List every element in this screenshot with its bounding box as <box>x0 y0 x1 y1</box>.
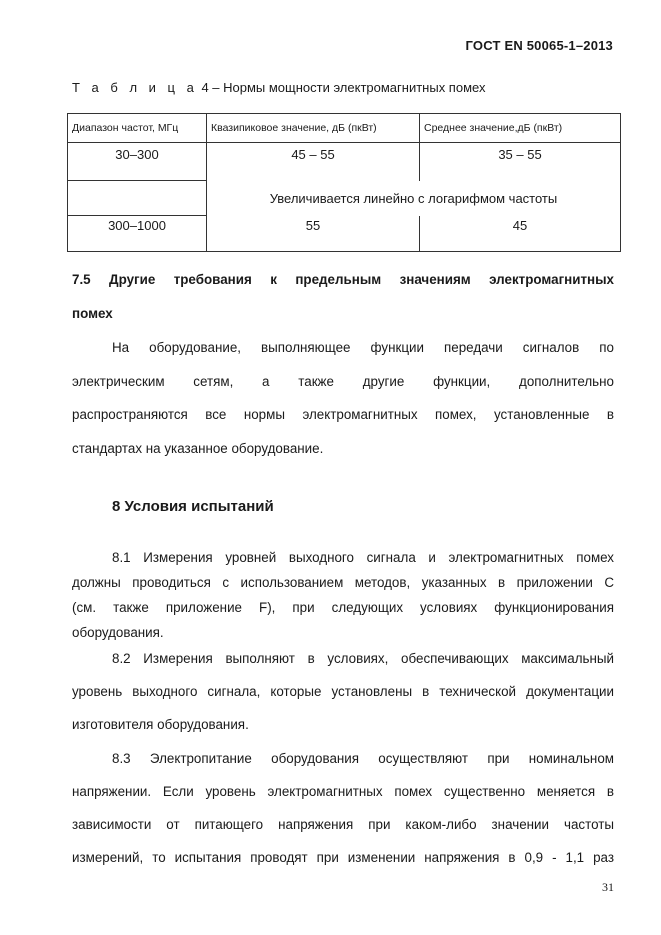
table-header-row <box>68 114 621 143</box>
table-row <box>68 181 621 216</box>
document-code: ГОСТ EN 50065-1–2013 <box>465 38 613 53</box>
table-caption-text: 4 – Нормы мощности электромагнитных помех <box>201 80 486 95</box>
paragraph-line: изготовителя оборудования. <box>72 717 249 732</box>
column-header-average: Среднее значение,дБ (пкВт) <box>420 114 621 143</box>
page-number: 31 <box>602 880 614 894</box>
table-row <box>68 143 621 181</box>
paragraph-line: электрическим сетям, а также другие функции, дополнительно <box>72 374 614 389</box>
section-8-heading: 8 Условия испытаний <box>112 498 274 515</box>
paragraph-line: измерений, то испытания проводят при изменении напряжения в 0,9 - 1,1 раз <box>72 850 614 865</box>
table-caption-prefix: Т а б л и ц а <box>72 80 198 95</box>
table-caption <box>72 80 485 95</box>
column-header-frequency: Диапазон частот, МГц <box>68 114 207 143</box>
title-line: помех <box>72 306 113 321</box>
paragraph-line: 8.2 Измерения выполняют в условиях, обеспечивающих максимальный <box>112 651 614 666</box>
paragraph-line: На оборудование, выполняющее функции передачи сигналов по <box>112 340 614 355</box>
cell-frequency-range: 30–300 <box>68 143 207 181</box>
cell-average: 45 <box>420 216 621 252</box>
cell-frequency-empty <box>68 181 207 216</box>
emission-norms-table <box>67 113 621 252</box>
cell-quasi-peak: 55 <box>207 216 420 252</box>
paragraph-line: оборудования. <box>72 625 164 640</box>
paragraph-line: зависимости от питающего напряжения при каком-либо значении частоты <box>72 817 614 832</box>
cell-merged-note: Увеличивается линейно с логарифмом частоты <box>207 181 621 216</box>
paragraph-line: стандартах на указанное оборудование. <box>72 441 324 456</box>
paragraph-line: распространяются все нормы электромагнитных помех, установленные в <box>72 407 614 422</box>
cell-quasi-peak: 45 – 55 <box>207 143 420 181</box>
cell-average: 35 – 55 <box>420 143 621 181</box>
paragraph-line: 8.1 Измерения уровней выходного сигнала и электромагнитных помех <box>112 550 614 565</box>
paragraph-line: (см. также приложение F), при следующих условиях функционирования <box>72 600 614 615</box>
column-header-quasi-peak: Квазипиковое значение, дБ (пкВт) <box>207 114 420 143</box>
table-row <box>68 216 621 252</box>
paragraph-line: должны проводиться с использованием методов, указанных в приложении C <box>72 575 614 590</box>
paragraph-line: уровень выходного сигнала, которые установлены в технической документации <box>72 684 614 699</box>
paragraph-line: напряжении. Если уровень электромагнитных помех существенно меняется в <box>72 784 614 799</box>
cell-frequency-range: 300–1000 <box>68 216 207 252</box>
paragraph-line: 8.3 Электропитание оборудования осуществляют при номинальном <box>112 751 614 766</box>
title-line: 7.5 Другие требования к предельным значениям электромагнитных <box>72 272 614 287</box>
